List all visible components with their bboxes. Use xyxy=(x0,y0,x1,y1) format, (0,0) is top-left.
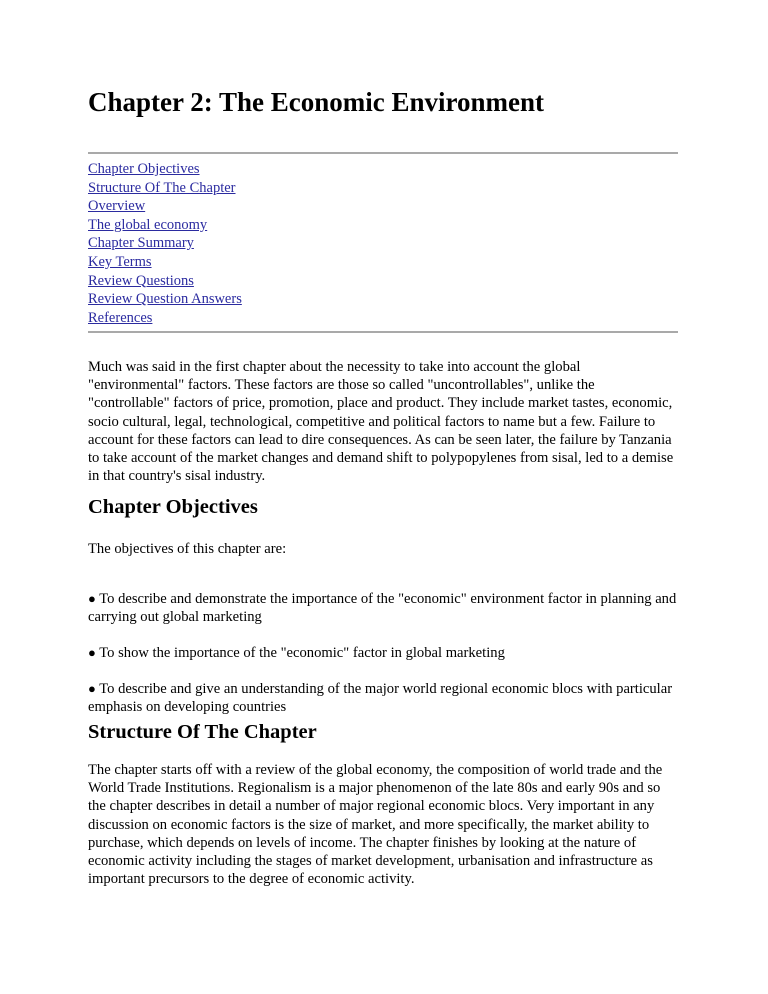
list-item xyxy=(88,234,678,253)
bullet-icon: ● xyxy=(88,680,96,696)
bullet-icon: ● xyxy=(88,644,96,660)
toc-link-key-terms[interactable]: Key Terms xyxy=(88,253,152,270)
structure-block xyxy=(88,761,678,888)
section-heading-chapter-objectives: Chapter Objectives xyxy=(88,496,258,518)
table-of-contents xyxy=(88,160,678,327)
toc-link-review-question-answers[interactable]: Review Question Answers xyxy=(88,291,242,308)
toc-link-chapter-summary[interactable]: Chapter Summary xyxy=(88,235,194,252)
list-item xyxy=(88,253,678,272)
intro-paragraph: Much was said in the first chapter about the necessity to take into account the global "environmental" factors. These factors are those so called "uncontrollables", unlike the "controllable" factors of price, promotion, place and product. They include market tastes, economic, socio cultural, legal, technological, competitive and political factors to name but a few. Failure to account for these factors can lead to dire consequences. As can be seen later, the failure by Tanzania to take account of the market changes and demand shift to polypopylenes from sisal, led to a demise in that country's sisal industry. xyxy=(88,359,674,485)
objectives-lead-block xyxy=(88,540,678,558)
list-item xyxy=(88,272,678,291)
objectives-lead-text: The objectives of this chapter are: xyxy=(88,541,287,557)
intro-block xyxy=(88,358,678,485)
toc-link-chapter-objectives[interactable]: Chapter Objectives xyxy=(88,161,200,177)
bullet-text: To describe and demonstrate the importance of the "economic" environment factor in planning and carrying out global marketing xyxy=(88,590,677,625)
toc-link-structure-of-the-chapter[interactable]: Structure Of The Chapter xyxy=(88,179,236,196)
horizontal-rule-top xyxy=(88,152,678,154)
list-item xyxy=(88,197,678,216)
toc-link-references[interactable]: References xyxy=(88,309,153,326)
list-item xyxy=(88,216,678,235)
list-item xyxy=(88,290,678,309)
structure-paragraph: The chapter starts off with a review of the global economy, the composition of world trade and the World Trade Institutions. Regionalism is a major phenomenon of the late 80s and early 90s and so the chapter describes in detail a number of major regional economic blocs. Very important in any discussion on economic factors is the size of market, and more specifically, the market ability to purchase, which depends on levels of income. The chapter finishes by looking at the nature of economic activity including the stages of market development, urbanisation and infrastructure as important precursors to the degree of economic activity. xyxy=(88,762,663,888)
toc-link-review-questions[interactable]: Review Questions xyxy=(88,272,194,289)
page-title: Chapter 2: The Economic Environment xyxy=(88,87,545,117)
bullet-paragraph xyxy=(88,590,678,626)
toc-link-overview[interactable]: Overview xyxy=(88,198,146,215)
list-item xyxy=(88,160,678,179)
bullet-text: To show the importance of the "economic" factor in global marketing xyxy=(99,644,505,661)
bullet-paragraph xyxy=(88,680,678,716)
list-item xyxy=(88,179,678,198)
section-heading-structure-of-the-chapter: Structure Of The Chapter xyxy=(88,721,317,743)
bullet-paragraph xyxy=(88,644,678,662)
chapter-objectives-block xyxy=(88,495,678,519)
bullet-text: To describe and give an understanding of the major world regional economic blocs with particular emphasis on developing countries xyxy=(88,680,673,715)
bullet-icon: ● xyxy=(88,590,96,606)
structure-heading-block xyxy=(88,720,678,744)
horizontal-rule-bottom xyxy=(88,331,678,333)
toc-link-the-global-economy[interactable]: The global economy xyxy=(88,216,208,233)
list-item xyxy=(88,309,678,328)
